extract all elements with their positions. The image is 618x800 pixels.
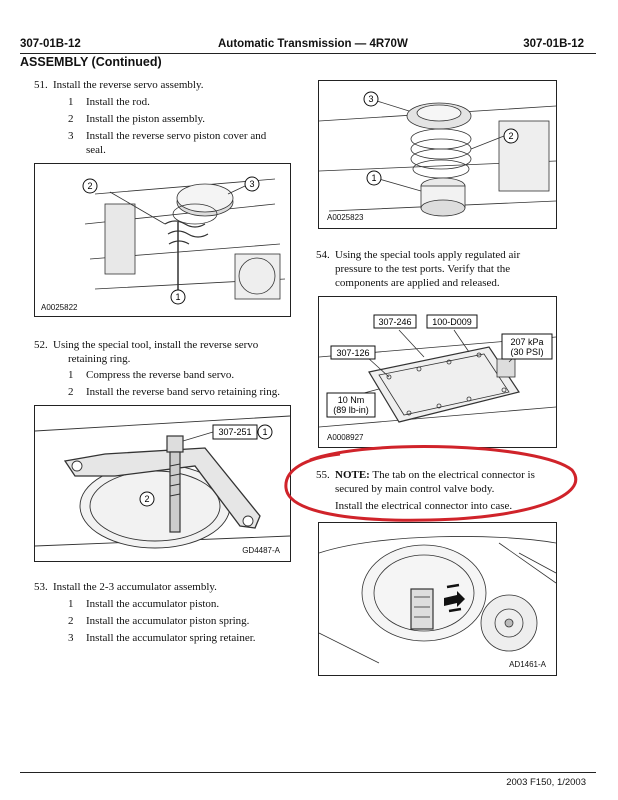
torque-label: 10 Nm <box>337 395 365 405</box>
pressure-label: (30 PSI) <box>510 347 544 357</box>
step-text: Install the 2-3 accumulator assembly. <box>53 581 217 593</box>
figure-reverse-servo <box>34 163 291 317</box>
callout: 3 <box>249 179 255 189</box>
tool-label: 100-D009 <box>432 317 472 327</box>
figure-electrical-connector <box>318 522 557 676</box>
step-number: 53. <box>34 581 48 593</box>
figure-illustration <box>319 523 556 675</box>
note-line <box>335 468 535 482</box>
figure-servo-tool <box>34 405 291 562</box>
step-text: Install the electrical connector into case. <box>335 500 513 512</box>
section-title: ASSEMBLY (Continued) <box>20 55 162 69</box>
figure-id: AD1461-A <box>509 660 546 669</box>
note-text-cont: secured by main control valve body. <box>335 483 495 495</box>
pressure-label: 207 kPa <box>510 337 544 347</box>
tool-label: 307-126 <box>336 348 370 358</box>
substep-number: 3 <box>68 130 74 142</box>
header-rule <box>20 53 596 54</box>
step-number: 54. <box>316 249 330 261</box>
note-label: NOTE: <box>335 469 370 481</box>
callout: 2 <box>87 181 93 191</box>
callout: 1 <box>262 427 268 437</box>
figure-illustration <box>319 297 556 447</box>
substep-text: Install the accumulator spring retainer. <box>86 632 256 644</box>
step-number: 52. <box>34 339 48 351</box>
note-text: The tab on the electrical connector is <box>372 469 535 481</box>
figure-illustration <box>35 164 290 316</box>
figure-id: GD4487-A <box>242 546 280 555</box>
figure-id: A0008927 <box>327 433 364 442</box>
substep-text: Install the rod. <box>86 96 150 108</box>
substep-text: Install the reverse band servo retaining ring. <box>86 386 280 398</box>
substep-text: Install the piston assembly. <box>86 113 206 125</box>
figure-accumulator <box>318 80 557 229</box>
substep-text: Install the accumulator piston spring. <box>86 615 250 627</box>
callout: 2 <box>508 131 514 141</box>
substep-number: 2 <box>68 386 74 398</box>
step-text-cont: retaining ring. <box>68 353 131 365</box>
callout: 3 <box>368 94 374 104</box>
substep-number: 3 <box>68 632 74 644</box>
figure-id: A0025823 <box>327 213 364 222</box>
substep-number: 1 <box>68 96 74 108</box>
substep-text: Install the reverse servo piston cover and <box>86 130 267 142</box>
figure-air-test <box>318 296 557 448</box>
callout: 2 <box>144 494 150 504</box>
tool-label: 307-246 <box>378 317 412 327</box>
step-text-cont: pressure to the test ports. Verify that the <box>335 263 511 275</box>
torque-label: (89 lb-in) <box>333 405 369 415</box>
tool-number: 307-251 <box>218 427 252 437</box>
callout: 1 <box>175 292 181 302</box>
substep-number: 2 <box>68 615 74 627</box>
footer-text: 2003 F150, 1/2003 <box>506 777 586 788</box>
substep-number: 2 <box>68 113 74 125</box>
header-center: Automatic Transmission — 4R70W <box>218 38 408 50</box>
header-left: 307-01B-12 <box>20 38 81 50</box>
step-text: Install the reverse servo assembly. <box>53 79 204 91</box>
footer-rule <box>20 772 596 773</box>
step-text-cont: components are applied and released. <box>335 277 500 289</box>
step-number: 55. <box>316 469 330 481</box>
substep-number: 1 <box>68 598 74 610</box>
header-right: 307-01B-12 <box>523 38 584 50</box>
figure-illustration <box>35 406 290 561</box>
substep-text: Install the accumulator piston. <box>86 598 220 610</box>
substep-text: Compress the reverse band servo. <box>86 369 235 381</box>
figure-illustration <box>319 81 556 228</box>
substep-text-cont: seal. <box>86 144 106 156</box>
step-text: Using the special tool, install the reverse servo <box>53 339 259 351</box>
figure-id: A0025822 <box>41 303 78 312</box>
step-number: 51. <box>34 79 48 91</box>
substep-number: 1 <box>68 369 74 381</box>
step-text: Using the special tools apply regulated air <box>335 249 521 261</box>
callout: 1 <box>371 173 377 183</box>
